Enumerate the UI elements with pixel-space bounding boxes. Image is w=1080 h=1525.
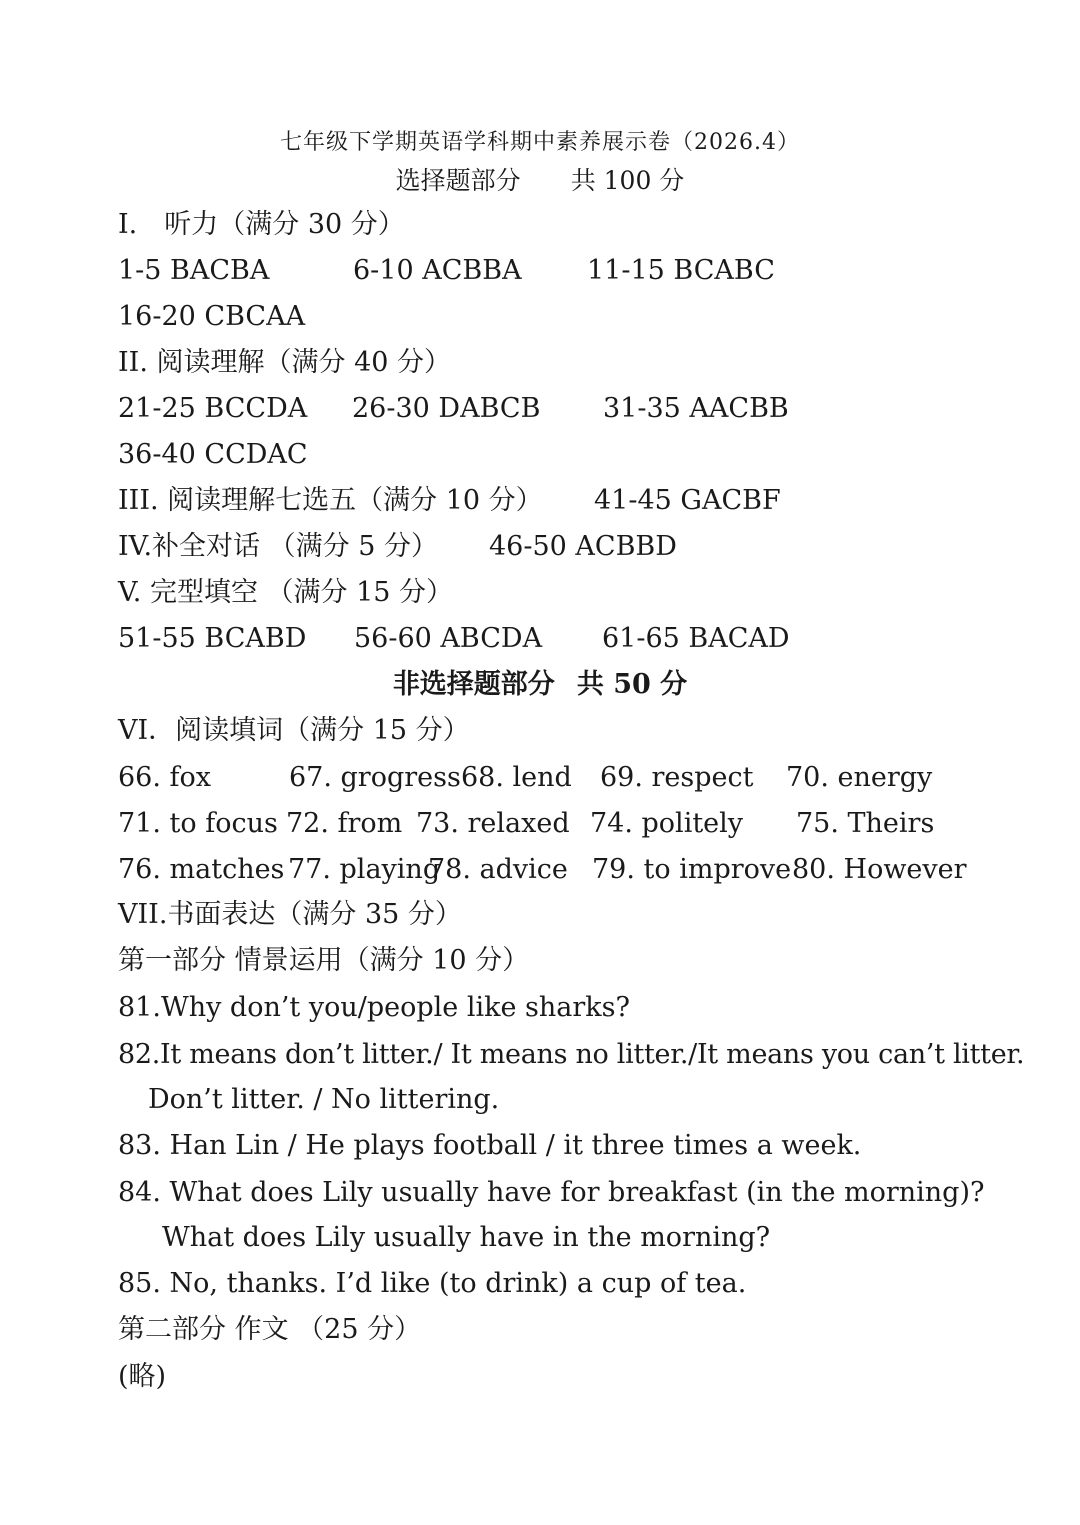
section6-heading: VI．阅读填词（满分 15 分） bbox=[118, 715, 470, 746]
fill-answer: 76. matches bbox=[118, 854, 285, 885]
part2-header bbox=[0, 668, 1080, 702]
answer-group: 46-50 ACBBD bbox=[489, 531, 677, 562]
fill-answer: 68. lend bbox=[461, 762, 572, 793]
part1-header bbox=[0, 164, 1080, 198]
answer-group: 51-55 BCABD bbox=[118, 623, 307, 654]
fill-answer: 72. from bbox=[286, 808, 403, 839]
fill-answer: 69. respect bbox=[600, 762, 754, 793]
part1-total: 共 100 分 bbox=[570, 166, 685, 195]
subsection2-heading: 第二部分 作文 （25 分） bbox=[118, 1314, 422, 1345]
fill-answer: 75. Theirs bbox=[796, 808, 935, 839]
answer-83: 83. Han Lin / He plays football / it three times a week. bbox=[118, 1130, 862, 1161]
answer-group: 6-10 ACBBA bbox=[353, 255, 522, 286]
answer-group: 16-20 CBCAA bbox=[118, 301, 306, 332]
subsection1-heading: 第一部分 情景运用（满分 10 分） bbox=[118, 945, 530, 976]
fill-answer: 73. relaxed bbox=[416, 808, 570, 839]
fill-answer: 66. fox bbox=[118, 762, 211, 793]
section3-heading: III. 阅读理解七选五（满分 10 分） bbox=[118, 485, 543, 516]
fill-answer: 74. politely bbox=[590, 808, 744, 839]
part2-label: 非选择题部分 bbox=[392, 669, 555, 700]
answer-85: 85. No, thanks. I’d like (to drink) a cup of tea. bbox=[118, 1268, 747, 1299]
fill-answer: 71. to focus bbox=[118, 808, 278, 839]
answer-group: 11-15 BCABC bbox=[587, 255, 775, 286]
section1-heading: I. 听力（满分 30 分） bbox=[118, 209, 405, 240]
answer-82: 82.It means don’t litter./ It means no litter./It means you can’t litter. bbox=[118, 1039, 1025, 1070]
fill-answer: 77. playing bbox=[288, 854, 441, 885]
answer-group: 36-40 CCDAC bbox=[118, 439, 308, 470]
fill-answer: 79. to improve bbox=[592, 854, 792, 885]
answer-group: 61-65 BACAD bbox=[602, 623, 790, 654]
section4-heading: IV.补全对话 （满分 5 分） bbox=[118, 531, 438, 562]
essay-omitted: (略) bbox=[118, 1361, 167, 1392]
fill-answer: 70. energy bbox=[786, 762, 933, 793]
answer-group: 41-45 GACBF bbox=[594, 485, 781, 516]
section5-heading: V. 完型填空 （满分 15 分） bbox=[118, 577, 454, 608]
answer-group: 1-5 BACBA bbox=[118, 255, 270, 286]
document-title: 七年级下学期英语学科期中素养展示卷（2026.4） bbox=[280, 130, 800, 155]
fill-answer: 78. advice bbox=[428, 854, 568, 885]
section2-heading: II. 阅读理解（满分 40 分） bbox=[118, 347, 452, 378]
fill-answer: 67. grogress bbox=[289, 762, 461, 793]
answer-82-alt: Don’t litter. / No littering. bbox=[148, 1084, 500, 1115]
answer-group: 31-35 AACBB bbox=[603, 393, 789, 424]
answer-group: 56-60 ABCDA bbox=[354, 623, 543, 654]
answer-84-alt: What does Lily usually have in the morning? bbox=[162, 1222, 771, 1253]
part1-label: 选择题部分 bbox=[395, 166, 521, 195]
answer-group: 21-25 BCCDA bbox=[118, 393, 308, 424]
answer-group: 26-30 DABCB bbox=[352, 393, 541, 424]
answer-84: 84. What does Lily usually have for breakfast (in the morning)? bbox=[118, 1177, 985, 1208]
section7-heading: VII.书面表达（满分 35 分） bbox=[118, 899, 462, 930]
answer-81: 81.Why don’t you/people like sharks? bbox=[118, 992, 630, 1023]
fill-answer: 80. However bbox=[792, 854, 967, 885]
part2-total: 共 50 分 bbox=[576, 669, 688, 700]
